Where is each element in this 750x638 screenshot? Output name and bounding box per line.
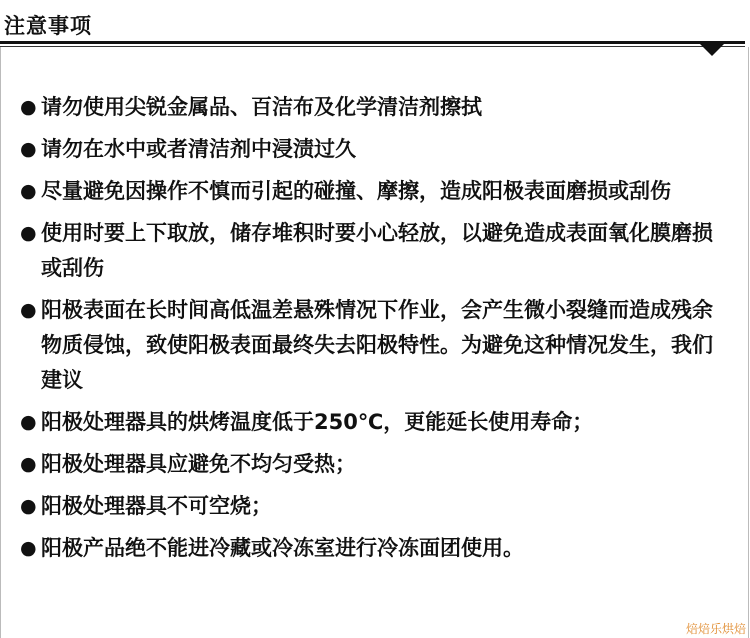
header-divider-thin — [0, 46, 745, 47]
note-item — [20, 447, 720, 482]
header-divider — [0, 41, 745, 44]
note-item — [20, 216, 720, 286]
bullet-icon: ● — [20, 180, 37, 202]
note-text: 使用时要上下取放，储存堆积时要小心轻放，以避免造成表面氧化膜磨损或刮伤 — [41, 221, 713, 280]
note-item — [20, 174, 720, 209]
watermark-text: 焙焙乐烘焙 — [685, 622, 746, 636]
bullet-icon: ● — [20, 537, 37, 559]
bullet-icon: ● — [20, 299, 37, 321]
bullet-icon: ● — [20, 495, 37, 517]
note-item — [20, 132, 720, 167]
note-text: 阳极处理器具不可空烧； — [41, 494, 272, 518]
notes-list — [20, 90, 720, 573]
note-text: 请勿在水中或者清洁剂中浸渍过久 — [41, 137, 356, 161]
header-notch-decoration — [700, 44, 724, 56]
bullet-icon: ● — [20, 96, 37, 118]
bullet-icon: ● — [20, 138, 37, 160]
note-item — [20, 293, 720, 398]
bullet-icon: ● — [20, 453, 37, 475]
note-text: 阳极处理器具的烘烤温度低于250℃，更能延长使用寿命； — [41, 410, 594, 434]
note-text: 尽量避免因操作不慎而引起的碰撞、摩擦，造成阳极表面磨损或刮伤 — [41, 179, 671, 203]
note-text: 请勿使用尖锐金属品、百洁布及化学清洁剂擦拭 — [41, 95, 482, 119]
bullet-icon: ● — [20, 222, 37, 244]
note-item — [20, 90, 720, 125]
page-title: 注意事项 — [4, 14, 92, 38]
bullet-icon: ● — [20, 411, 37, 433]
frame-left-border — [0, 47, 1, 638]
note-item — [20, 531, 720, 566]
note-text: 阳极表面在长时间高低温差悬殊情况下作业，会产生微小裂缝而造成残余物质侵蚀，致使阳极表面最终失去阳极特性。为避免这种情况发生，我们建议 — [41, 298, 713, 392]
note-text: 阳极处理器具应避免不均匀受热； — [41, 452, 356, 476]
frame-right-border — [748, 47, 749, 638]
note-item — [20, 489, 720, 524]
note-text: 阳极产品绝不能进冷藏或冷冻室进行冷冻面团使用。 — [41, 536, 524, 560]
note-item — [20, 405, 720, 440]
